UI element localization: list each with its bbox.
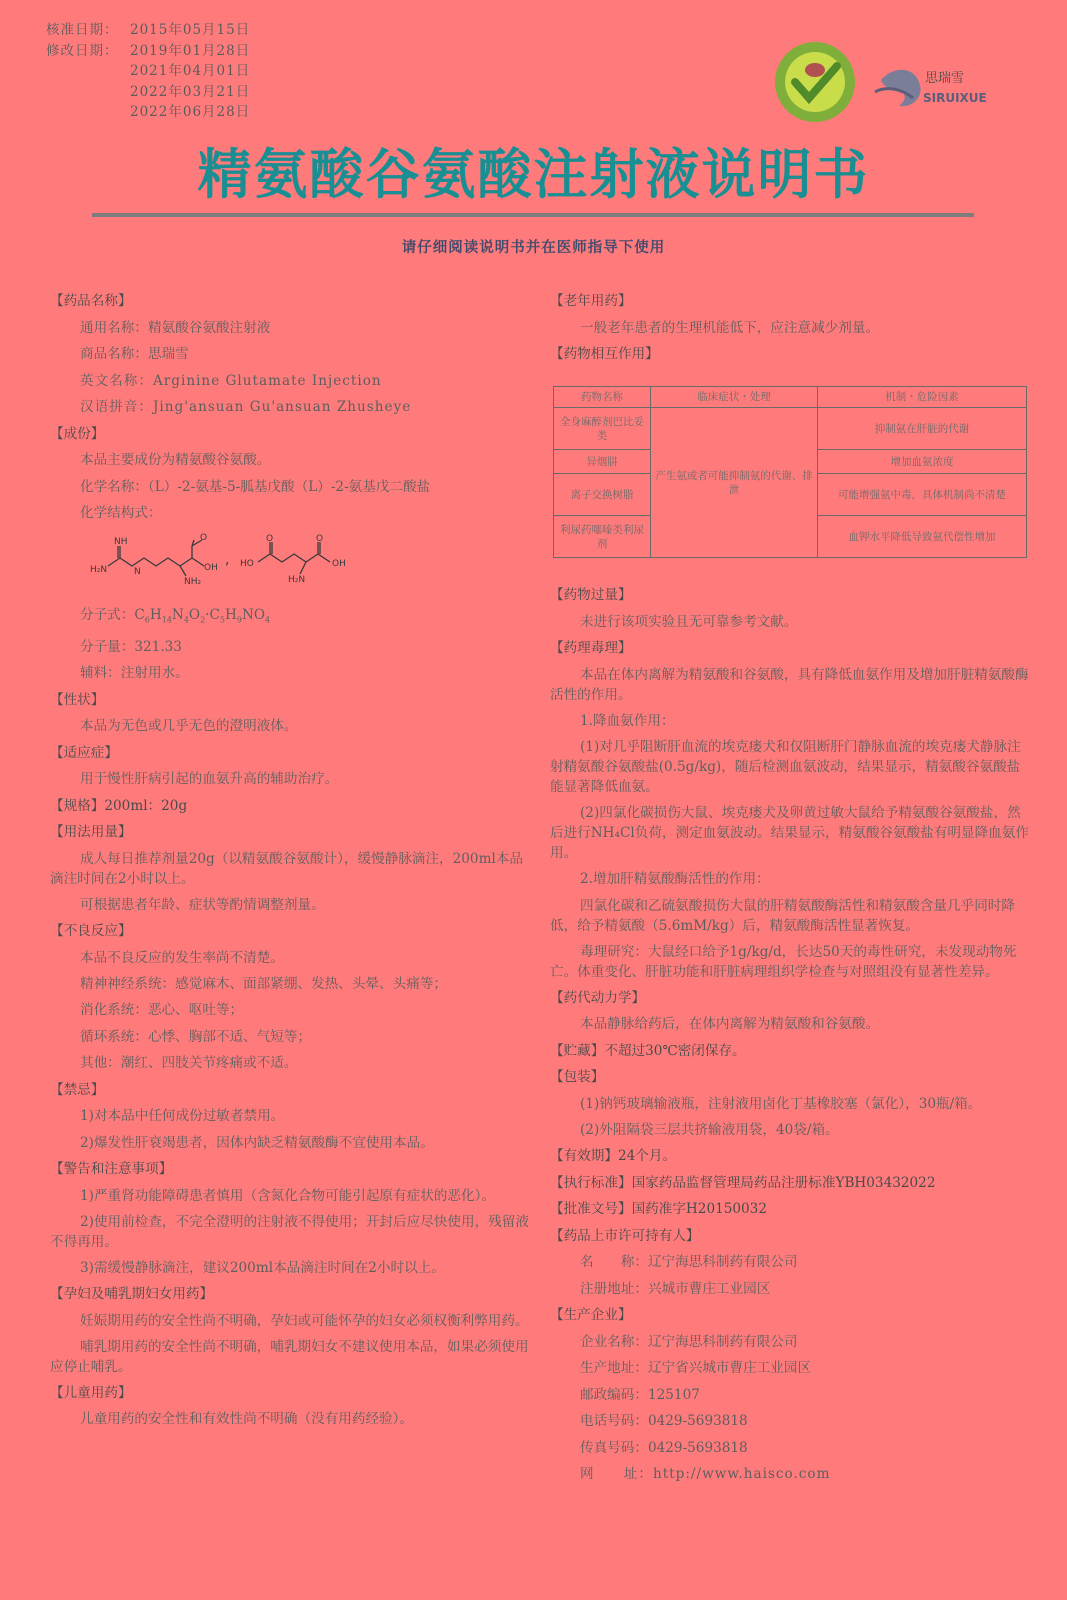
table-cell: 血钾水平降低导致氨代偿性增加 [818,516,1027,558]
section-heading: 【用法用量】 [50,824,132,841]
table-cell: 可能增强氨中毒，具体机制尚不清楚 [818,474,1027,516]
pregnancy-text: 哺乳期用药的安全性尚不明确，哺乳期妇女不建议使用本品，如果必须使用应停止哺乳。 [50,1338,529,1375]
date-row [46,61,250,82]
pharmacology-text: (2)四氯化碳损伤大鼠、埃克瘘犬及卵黄过敏大鼠给予精氨酸谷氨酸盐，然后进行NH₄Cl负荷，测定血氨波动。结果显示，精氨酸谷氨酸盐有明显降血氨作用。 [550,805,1029,861]
postal-code: 邮政编码：125107 [580,1386,700,1403]
package-text: (2)外阻隔袋三层共挤输液用袋，40袋/箱。 [580,1121,839,1138]
table-header: 机制・危险因素 [818,387,1027,408]
formula-label: 分子式： [80,606,135,623]
section-heading: 【老年用药】 [550,293,632,309]
svg-text:O: O [316,534,324,544]
adverse-reaction: 循环系统：心悸、胸部不适、气短等； [80,1028,312,1045]
holder-name: 名 称：辽宁海思科制药有限公司 [580,1254,798,1270]
specification: 200ml：20g [104,797,188,814]
storage-text: 不超过30℃密闭保存。 [604,1042,746,1059]
section-heading: 【有效期】 [550,1148,618,1164]
contraindication: 2)爆发性肝衰竭患者，因体内缺乏精氨酸酶不宜使用本品。 [80,1134,434,1151]
section-heading: 【成份】 [50,425,105,442]
table-cell: 异烟肼 [554,450,651,474]
svg-text:N: N [134,567,141,577]
table-header: 临床症状・处理 [651,387,818,408]
section-heading: 【批准文号】 [550,1201,632,1217]
date-value: 2021年04月01日 [130,63,251,79]
section-heading: 【规格】 [50,797,105,814]
section-heading: 【药代动力学】 [550,989,646,1006]
chemical-structure-image [90,532,390,586]
page-title: 精氨酸谷氨酸注射液说明书 [197,143,870,206]
svg-text:H₂N: H₂N [90,565,108,575]
section-heading: 【不良反应】 [50,923,132,940]
manufacturer-address: 生产地址：辽宁省兴城市曹庄工业园区 [580,1360,812,1376]
adverse-reaction: 精神神经系统：感觉麻木、面部紧绷、发热、头晕、头痛等； [80,976,448,993]
pregnancy-text: 妊娠期用药的安全性尚不明确，孕妇或可能怀孕的妇女必须权衡利弊用药。 [80,1312,529,1329]
section-heading: 【儿童用药】 [50,1384,132,1401]
toxicology-text: 毒理研究：大鼠经口给予1g/kg/d，长达50天的毒性研究，未发现动物死亡。体重变化、肝脏功能和肝脏病理组织学检查与对照组没有显著性差异。 [550,943,1017,980]
composition-main: 本品主要成份为精氨酸谷氨酸。 [80,452,271,468]
molecular-weight: 分子量：321.33 [80,638,182,655]
standard-text: 国家药品监督管理局药品注册标准YBH03432022 [631,1174,936,1191]
interaction-table [553,386,1027,558]
brand-cn: 思瑞雪 [925,71,965,86]
pharmacology-text: (1)对几乎阻断肝血流的埃克瘘犬和仅阻断肝门静脉血流的埃克瘘犬静脉注射精氨酸谷氨酸盐(0.5g/kg)，随后检测血氨波动，结果显示，精氨酸谷氨酸盐能显著降低血氨。 [550,739,1021,795]
approval-dates [46,20,250,123]
date-row [46,102,250,123]
section-heading: 【执行标准】 [550,1174,632,1191]
pinyin-name: 汉语拼音：Jing'ansuan Gu'ansuan Zhusheye [80,399,412,415]
green-badge-logo [773,40,858,125]
adverse-reaction: 消化系统：恶心、呕吐等； [80,1002,244,1019]
package-text: (1)钠钙玻璃输液瓶，注射液用卤化丁基橡胶塞（氯化），30瓶/箱。 [580,1095,982,1112]
section-heading: 【适应症】 [50,744,118,761]
warning-text: 3)需缓慢静脉滴注，建议200ml本品滴注时间在2小时以上。 [80,1259,445,1276]
validity-text: 24个月。 [617,1148,677,1164]
table-row [554,408,1027,450]
section-heading: 【药品名称】 [50,293,132,309]
manufacturer-name: 企业名称：辽宁海思科制药有限公司 [580,1333,798,1350]
section-heading: 【生产企业】 [550,1307,632,1323]
children-text: 儿童用药的安全性和有效性尚不明确（没有用药经验）。 [80,1411,414,1428]
generic-name: 通用名称：精氨酸谷氨酸注射液 [80,319,271,336]
indications: 用于慢性肝病引起的血氨升高的辅助治疗。 [80,771,339,788]
date-row [46,20,250,41]
date-value: 2022年06月28日 [130,104,251,120]
storage-row [550,1038,1030,1065]
section-heading: 【警告和注意事项】 [50,1161,173,1178]
date-value: 2015年05月15日 [130,22,251,38]
overdose-text: 未进行该项实验且无可靠参考文献。 [580,613,798,630]
date-label: 修改日期： [46,42,119,59]
pharmacokinetics-text: 本品静脉给药后，在体内离解为精氨酸和谷氨酸。 [580,1016,880,1032]
section-heading: 【药品上市许可持有人】 [550,1227,700,1244]
date-row [46,82,250,103]
right-column [550,288,1030,368]
svg-text:H₂N: H₂N [288,575,306,585]
characteristics: 本品为无色或几乎无色的澄明液体。 [80,718,298,735]
approval-number: 国药准字H20150032 [631,1201,767,1217]
section-heading: 【包装】 [550,1069,605,1085]
standard-row [550,1170,1030,1197]
table-cell: 全身麻醉剂巴比妥类 [554,408,651,450]
table-cell: 增加血氨浓度 [818,450,1027,474]
trade-name: 商品名称：思瑞雪 [80,346,189,362]
date-value: 2022年03月21日 [130,83,251,100]
section-heading: 【贮藏】 [550,1042,605,1059]
pharmacology-text: 1.降血氨作用： [580,712,675,729]
table-cell: 离子交换树脂 [554,474,651,516]
section-heading: 【性状】 [50,691,105,708]
date-label: 核准日期： [46,22,119,38]
molecular-formula: 分子式：$C_6H_{14}N_4O_2\cdot C_5H_9NO_4$ [80,606,271,625]
siruixue-logo [873,62,998,112]
svg-text:NH₂: NH₂ [184,577,202,586]
warning-text: 1)严重肾功能障碍患者慎用（含氮化合物可能引起原有症状的恶化）。 [80,1187,495,1204]
svg-text:O: O [266,534,274,544]
adverse-reaction: 其他：潮红、四肢关节疼痛或不适。 [80,1055,298,1072]
holder-address: 注册地址：兴城市曹庄工业园区 [580,1280,771,1297]
pharmacology-text: 2.增加肝精氨酸酶活性的作用： [580,871,770,887]
table-cell: 产生氨或者可能抑制氨的代谢、排泄 [651,408,818,558]
structure-label: 化学结构式： [80,504,162,521]
section-heading: 【孕妇及哺乳期妇女用药】 [50,1286,214,1303]
section-heading: 【药物过量】 [550,587,632,603]
section-heading: 【禁忌】 [50,1081,105,1098]
adverse-reaction: 本品不良反应的发生率尚不清楚。 [80,949,284,966]
pharmacology-text: 四氯化碳和乙硫氨酸损伤大鼠的肝精氨酸酶活性和精氨酸含量几乎同时降低，给予精氨酸（5.6mM/kg）后，精氨酸酶活性显著恢复。 [550,897,1015,934]
elderly-text: 一般老年患者的生理机能低下，应注意减少剂量。 [580,319,880,336]
date-row [46,41,250,62]
pharmacology-text: 本品在体内离解为精氨酸和谷氨酸，具有降低血氨作用及增加肝脏精氨酸酶活性的作用。 [550,666,1029,703]
table-header: 药物名称 [554,387,651,408]
title-divider [92,213,974,217]
warning-text: 2)使用前检查，不完全澄明的注射液不得使用；开封后应尽快使用，残留液不得再用。 [50,1213,529,1250]
website: 网 址：http://www.haisco.com [580,1466,831,1482]
right-column-lower [550,582,1030,1488]
table-cell: 利尿药噻嗪类利尿剂 [554,516,651,558]
left-column [50,288,530,1433]
table-header-row [554,387,1027,408]
fax-number: 传真号码：0429-5693818 [580,1439,748,1456]
excipient: 辅料：注射用水。 [80,665,189,682]
svg-text:O: O [200,533,208,543]
phone-number: 电话号码：0429-5693818 [580,1413,748,1429]
contraindication: 1)对本品中任何成份过敏者禁用。 [80,1108,285,1125]
usage-text: 成人每日推荐剂量20g（以精氨酸谷氨酸计），缓慢静脉滴注，200ml本品滴注时间在2小时以上。 [50,850,524,887]
svg-text:,: , [225,552,230,568]
usage-text: 可根据患者年龄、症状等酌情调整剂量。 [80,896,325,913]
svg-text:OH: OH [204,563,218,573]
english-name: 英文名称：Arginine Glutamate Injection [80,372,382,389]
section-heading: 【药物相互作用】 [550,346,659,362]
brand-en: SIRUIXUE [923,91,987,105]
section-heading: 【药理毒理】 [550,640,632,656]
date-value: 2019年01月28日 [130,42,251,59]
page-subtitle: 请仔细阅读说明书并在医师指导下使用 [401,240,666,256]
table-cell: 抑制氨在肝脏的代谢 [818,408,1027,450]
validity-row [550,1143,1030,1170]
svg-text:OH: OH [332,559,346,569]
approval-row [550,1196,1030,1223]
spec-row [50,793,530,820]
svg-text:NH: NH [114,537,128,547]
svg-text:HO: HO [240,559,254,569]
chemical-name: 化学名称：（L）-2-氨基-5-胍基戊酸（L）-2-氨基戊二酸盐 [80,478,431,495]
